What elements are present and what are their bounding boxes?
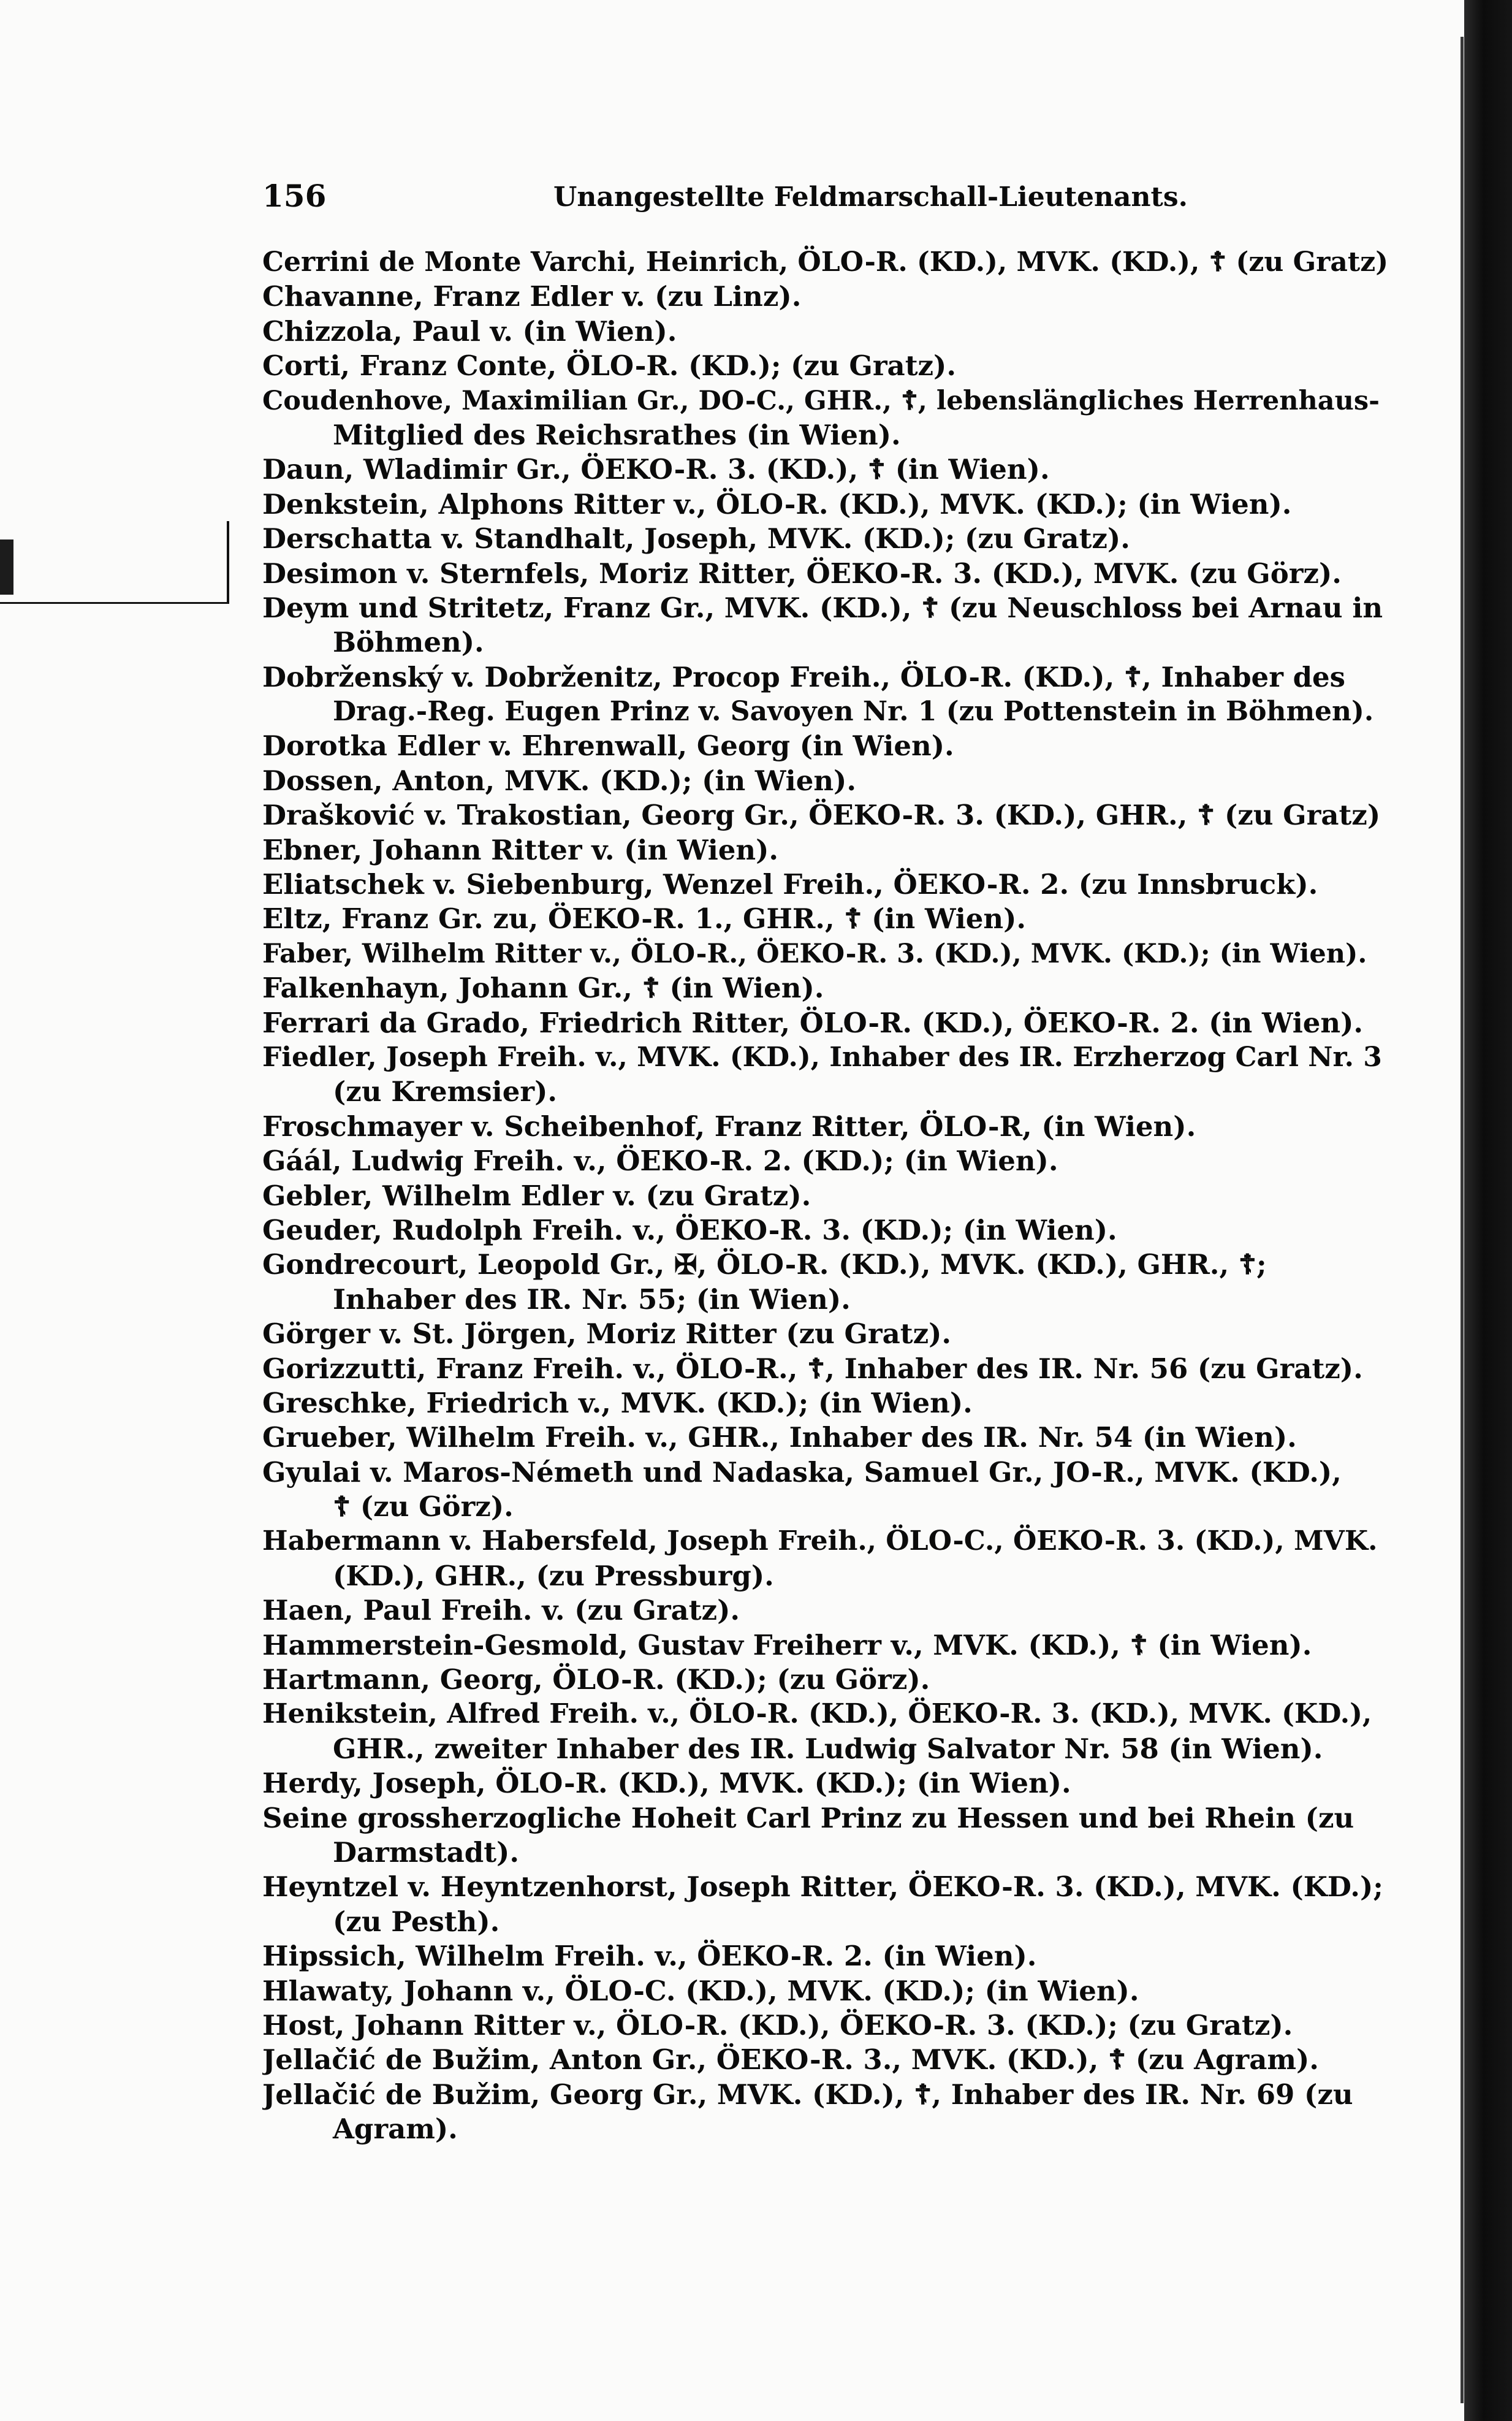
entry-line: Faber, Wilhelm Ritter v., ÖLO-R., ÖEKO-R. 3. (KD.), MVK. (KD.); (in Wien). (262, 938, 1367, 969)
entry-line: Gyulai v. Maros-Németh und Nadaska, Samuel Gr., JO-R., MVK. (KD.), (262, 1455, 1342, 1489)
entry-line: Hartmann, Georg, ÖLO-R. (KD.); (zu Görz). (262, 1663, 930, 1696)
entry-line: Hlawaty, Johann v., ÖLO-C. (KD.), MVK. (KD.); (in Wien). (262, 1974, 1139, 2007)
entry-line: Jellačić de Bužim, Anton Gr., ÖEKO-R. 3., MVK. (KD.), ☦ (zu Agram). (262, 2043, 1319, 2076)
entry-line: Ferrari da Grado, Friedrich Ritter, ÖLO-R. (KD.), ÖEKO-R. 2. (in Wien). (262, 1006, 1364, 1039)
entry-line: Gebler, Wilhelm Edler v. (zu Gratz). (262, 1179, 811, 1212)
entry-line: Corti, Franz Conte, ÖLO-R. (KD.); (zu Gratz). (262, 349, 956, 383)
running-title: Unangestellte Feldmarschall-Lieutenants. (553, 181, 1188, 213)
entry-line: Falkenhayn, Johann Gr., ☦ (in Wien). (262, 972, 824, 1005)
entry-line: Chizzola, Paul v. (in Wien). (262, 315, 677, 348)
entry-line: Drašković v. Trakostian, Georg Gr., ÖEKO-R. 3. (KD.), GHR., ☦ (zu Gratz) (262, 799, 1381, 832)
entry-line: Herdy, Joseph, ÖLO-R. (KD.), MVK. (KD.); (in Wien). (262, 1767, 1071, 1800)
entry-continuation: Darmstadt). (333, 1836, 519, 1869)
entry-line: Gondrecourt, Leopold Gr., ✠, ÖLO-R. (KD.), MVK. (KD.), GHR., ☦; (262, 1248, 1267, 1281)
entry-line: Grueber, Wilhelm Freih. v., GHR., Inhaber des IR. Nr. 54 (in Wien). (262, 1421, 1297, 1454)
entry-line: Coudenhove, Maximilian Gr., DO-C., GHR., ☦, lebenslängliches Herrenhaus- (262, 385, 1380, 416)
entry-line: Haen, Paul Freih. v. (zu Gratz). (262, 1594, 740, 1627)
entry-continuation: Agram). (333, 2113, 458, 2146)
entry-continuation: Inhaber des IR. Nr. 55; (in Wien). (333, 1283, 851, 1316)
entry-line: Deym und Stritetz, Franz Gr., MVK. (KD.), ☦ (zu Neuschloss bei Arnau in (262, 591, 1383, 624)
entry-line: Eltz, Franz Gr. zu, ÖEKO-R. 1., GHR., ☦ (in Wien). (262, 902, 1027, 936)
entry-continuation: (zu Kremsier). (333, 1075, 558, 1108)
entry-continuation: GHR., zweiter Inhaber des IR. Ludwig Salvator Nr. 58 (in Wien). (333, 1732, 1323, 1765)
entry-line: Eliatschek v. Siebenburg, Wenzel Freih., ÖEKO-R. 2. (zu Innsbruck). (262, 868, 1318, 901)
entry-continuation: (zu Pesth). (333, 1905, 500, 1938)
entry-line: Seine grossherzogliche Hoheit Carl Prinz zu Hessen und bei Rhein (zu (262, 1801, 1354, 1834)
entry-line: Daun, Wladimir Gr., ÖEKO-R. 3. (KD.), ☦ (in Wien). (262, 453, 1050, 486)
entry-line: Greschke, Friedrich v., MVK. (KD.); (in Wien). (262, 1386, 973, 1419)
entry-continuation: (KD.), GHR., (zu Pressburg). (333, 1559, 774, 1592)
entry-line: Host, Johann Ritter v., ÖLO-R. (KD.), ÖEKO-R. 3. (KD.); (zu Gratz). (262, 2008, 1293, 2042)
entry-line: Gorizzutti, Franz Freih. v., ÖLO-R., ☦, Inhaber des IR. Nr. 56 (zu Gratz). (262, 1352, 1363, 1385)
entry-line: Gáál, Ludwig Freih. v., ÖEKO-R. 2. (KD.); (in Wien). (262, 1145, 1058, 1178)
entry-line: Görger v. St. Jörgen, Moriz Ritter (zu Gratz). (262, 1317, 952, 1351)
entry-line: Dossen, Anton, MVK. (KD.); (in Wien). (262, 764, 857, 797)
entry-line: Cerrini de Monte Varchi, Heinrich, ÖLO-R. (KD.), MVK. (KD.), ☦ (zu Gratz) (262, 246, 1389, 278)
entry-continuation: Mitglied des Reichsrathes (in Wien). (333, 418, 901, 451)
entry-line: Chavanne, Franz Edler v. (zu Linz). (262, 280, 802, 313)
entry-line: Habermann v. Habersfeld, Joseph Freih., ÖLO-C., ÖEKO-R. 3. (KD.), MVK. (262, 1525, 1378, 1557)
page-header (262, 178, 1378, 221)
entry-continuation: Drag.-Reg. Eugen Prinz v. Savoyen Nr. 1 (zu Pottenstein in Böhmen). (333, 696, 1374, 728)
entry-line: Hipssich, Wilhelm Freih. v., ÖEKO-R. 2. (in Wien). (262, 1940, 1037, 1973)
page-number: 156 (262, 178, 327, 214)
entry-continuation: Böhmen). (333, 626, 484, 659)
entry-line: Henikstein, Alfred Freih. v., ÖLO-R. (KD.), ÖEKO-R. 3. (KD.), MVK. (KD.), (262, 1698, 1372, 1730)
entry-line: Dobrženský v. Dobrženitz, Procop Freih., ÖLO-R. (KD.), ☦, Inhaber des (262, 660, 1345, 693)
binding-mark (0, 521, 229, 604)
scan-dark-edge (1464, 0, 1512, 2421)
entry-line: Derschatta v. Standhalt, Joseph, MVK. (KD.); (zu Gratz). (262, 522, 1130, 555)
entry-line: Heyntzel v. Heyntzenhorst, Joseph Ritter, ÖEKO-R. 3. (KD.), MVK. (KD.); (262, 1870, 1383, 1904)
entry-line: Desimon v. Sternfels, Moriz Ritter, ÖEKO-R. 3. (KD.), MVK. (zu Görz). (262, 557, 1342, 590)
entry-line: Fiedler, Joseph Freih. v., MVK. (KD.), Inhaber des IR. Erzherzog Carl Nr. 3 (262, 1041, 1382, 1073)
entry-line: Geuder, Rudolph Freih. v., ÖEKO-R. 3. (KD.); (in Wien). (262, 1213, 1117, 1246)
entry-continuation: ☦ (zu Görz). (333, 1490, 514, 1523)
entry-line: Froschmayer v. Scheibenhof, Franz Ritter, ÖLO-R, (in Wien). (262, 1110, 1196, 1143)
entry-line: Ebner, Johann Ritter v. (in Wien). (262, 833, 779, 866)
entry-line: Hammerstein-Gesmold, Gustav Freiherr v., MVK. (KD.), ☦ (in Wien). (262, 1628, 1312, 1661)
entry-line: Dorotka Edler v. Ehrenwall, Georg (in Wien). (262, 730, 954, 763)
entry-line: Jellačić de Bužim, Georg Gr., MVK. (KD.), ☦, Inhaber des IR. Nr. 69 (zu (262, 2078, 1353, 2111)
page-edge-line (1461, 37, 1464, 2403)
entry-list (262, 245, 1390, 2146)
entry-line: Denkstein, Alphons Ritter v., ÖLO-R. (KD.), MVK. (KD.); (in Wien). (262, 487, 1292, 520)
